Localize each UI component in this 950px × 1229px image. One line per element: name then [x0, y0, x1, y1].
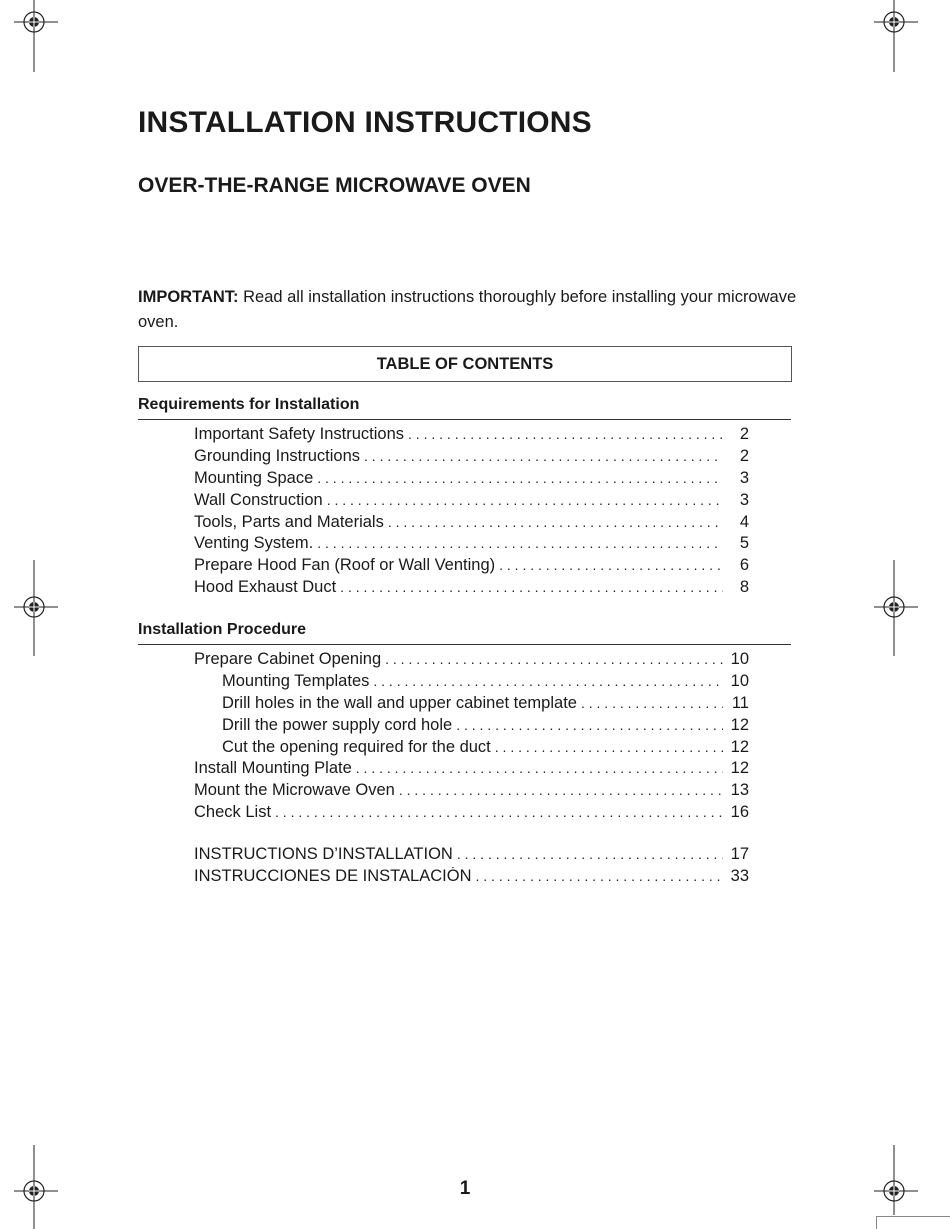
dot-leader: [356, 760, 723, 776]
document-title: INSTALLATION INSTRUCTIONS: [138, 106, 592, 139]
toc-entry[interactable]: [194, 425, 749, 447]
toc-entry-page: 6: [739, 556, 749, 575]
toc-entry[interactable]: [194, 650, 749, 672]
toc-entry-page: 2: [739, 425, 749, 443]
toc-entry[interactable]: [194, 491, 749, 513]
toc-entry-page: 12: [730, 737, 749, 756]
toc-heading-box: [138, 346, 792, 382]
dot-leader: [340, 579, 723, 595]
section-heading-requirements: Requirements for Installation: [138, 396, 791, 420]
dot-leader: [327, 492, 723, 508]
toc-entry-page: 4: [739, 512, 749, 531]
toc-entry-page: 8: [739, 578, 749, 597]
toc-entry-label: Mounting Templates: [222, 671, 370, 690]
important-notice: [138, 285, 798, 334]
dot-leader: [581, 695, 723, 711]
toc-entry-label: Cut the opening required for the duct: [222, 737, 491, 756]
toc-heading: TABLE OF CONTENTS: [376, 354, 554, 373]
dot-leader: [364, 448, 723, 464]
toc-entry-label: INSTRUCCIONES DE INSTALACIÓN: [194, 866, 472, 885]
dot-leader: [388, 514, 723, 530]
toc-entry-page: 17: [730, 845, 749, 863]
toc-entry-page: 2: [739, 446, 749, 465]
registration-mark-mid-left-icon: [14, 560, 58, 656]
toc-entry-label: Prepare Hood Fan (Roof or Wall Venting): [194, 556, 496, 575]
section-heading-procedure: Installation Procedure: [138, 621, 791, 645]
toc-entry-label: Drill the power supply cord hole: [222, 715, 453, 734]
toc-entry-label: Prepare Cabinet Opening: [194, 650, 382, 668]
toc-entry[interactable]: [194, 781, 749, 803]
dot-leader: [457, 846, 723, 862]
toc-entry-label: Grounding Instructions: [194, 446, 361, 465]
registration-mark-bottom-right-icon: [874, 1145, 918, 1215]
dot-leader: [317, 470, 723, 486]
dot-leader: [475, 868, 723, 884]
toc-entry-page: 5: [739, 534, 749, 553]
toc-entry-label: Venting System.: [194, 534, 314, 553]
toc-entry[interactable]: [194, 556, 749, 578]
toc-subentry[interactable]: [194, 738, 749, 760]
dot-leader: [275, 804, 723, 820]
dot-leader: [385, 651, 723, 667]
toc-entry-page: 12: [730, 715, 749, 734]
toc-entry-page: 33: [730, 866, 749, 885]
toc-list-languages: [194, 845, 749, 889]
toc-subentry[interactable]: [194, 694, 749, 716]
toc-entry-label: Important Safety Instructions: [194, 425, 405, 443]
document-subtitle: OVER-THE-RANGE MICROWAVE OVEN: [138, 174, 531, 197]
toc-entry-page: 3: [739, 468, 749, 487]
toc-entry[interactable]: [194, 447, 749, 469]
toc-entry[interactable]: [194, 759, 749, 781]
toc-subentry[interactable]: [194, 672, 749, 694]
toc-entry-page: 12: [730, 759, 749, 778]
dot-leader: [495, 739, 723, 755]
dot-leader: [408, 426, 723, 442]
toc-list-procedure: [194, 650, 749, 825]
toc-entry-page: 3: [739, 490, 749, 509]
toc-entry-page: 10: [730, 650, 749, 668]
important-label: IMPORTANT:: [138, 288, 239, 306]
toc-entry-spanish[interactable]: [194, 867, 749, 889]
toc-entry[interactable]: [194, 578, 749, 600]
toc-entry-french[interactable]: [194, 845, 749, 867]
page-number: 1: [459, 1178, 471, 1199]
toc-entry-page: 13: [730, 781, 749, 800]
toc-entry[interactable]: [194, 469, 749, 491]
toc-entry-label: Check List: [194, 803, 272, 822]
toc-entry-label: Drill holes in the wall and upper cabinet template: [222, 693, 577, 712]
registration-mark-top-right-icon: [874, 0, 918, 72]
toc-entry-page: 16: [730, 803, 749, 822]
toc-entry-label: Tools, Parts and Materials: [194, 512, 384, 531]
registration-mark-mid-right-icon: [874, 560, 918, 656]
dot-leader: [373, 673, 723, 689]
toc-entry-label: INSTRUCTIONS D’INSTALLATION: [194, 845, 453, 863]
important-text: Read all installation instructions thoroughly before installing your microwave oven.: [138, 288, 797, 331]
toc-entry-page: 10: [730, 671, 749, 690]
toc-entry[interactable]: [194, 534, 749, 556]
crop-corner-box: [876, 1216, 950, 1229]
toc-entry-label: Wall Construction: [194, 490, 323, 509]
registration-mark-bottom-left-icon: [14, 1145, 58, 1229]
registration-mark-top-left-icon: [14, 0, 58, 72]
toc-list-requirements: [194, 425, 749, 600]
dot-leader: [456, 717, 723, 733]
toc-entry-label: Mount the Microwave Oven: [194, 781, 395, 800]
toc-entry[interactable]: [194, 803, 749, 825]
toc-entry-label: Mounting Space: [194, 468, 314, 487]
toc-entry-label: Hood Exhaust Duct: [194, 578, 337, 597]
dot-leader: [317, 535, 723, 551]
dot-leader: [499, 557, 723, 573]
toc-entry-label: Install Mounting Plate: [194, 759, 352, 778]
toc-entry-page: 11: [731, 693, 749, 712]
dot-leader: [399, 782, 723, 798]
toc-subentry[interactable]: [194, 716, 749, 738]
toc-entry[interactable]: [194, 513, 749, 535]
